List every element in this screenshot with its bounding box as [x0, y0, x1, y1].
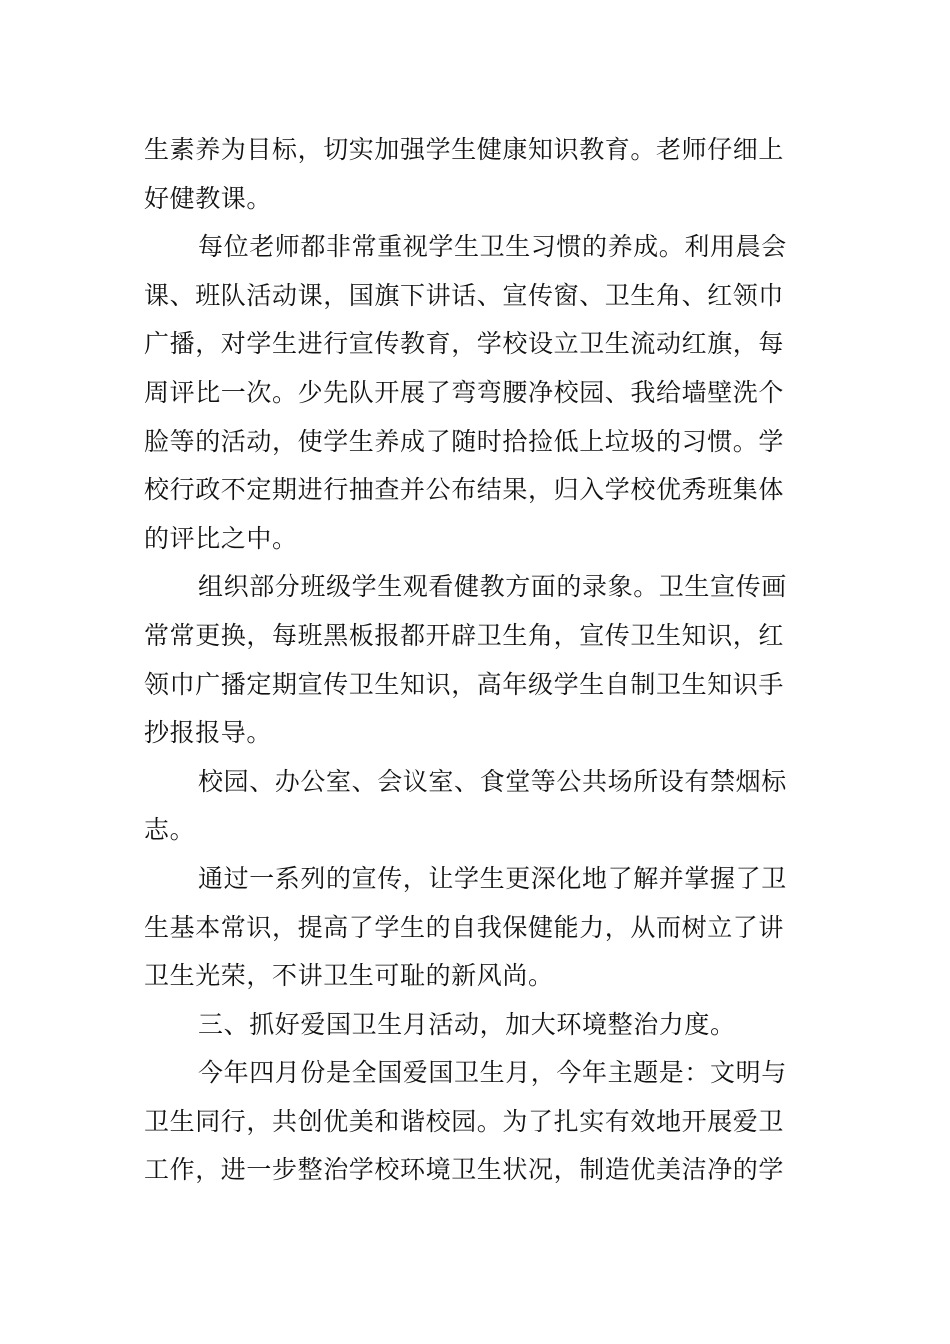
paragraph-first-line: 每位老师都非常重视学生卫生习惯的养成。利用晨会 [198, 232, 787, 262]
paragraph-first-line: 今年四月份是全国爱国卫生月，今年主题是：文明与 [198, 1058, 787, 1088]
text-line: 卫生同行，共创优美和谐校园。为了扎实有效地开展爱卫 [144, 1106, 785, 1136]
paragraph-first-line: 通过一系列的宣传，让学生更深化地了解并掌握了卫 [198, 863, 787, 893]
text-line: 常常更换，每班黑板报都开辟卫生角，宣传卫生知识，红 [144, 620, 785, 650]
text-line: 的评比之中。 [144, 523, 298, 553]
text-line: 脸等的活动，使学生养成了随时拾捡低上垃圾的习惯。学 [144, 426, 785, 456]
text-line: 领巾广播定期宣传卫生知识，高年级学生自制卫生知识手 [144, 669, 785, 699]
text-line: 卫生光荣，不讲卫生可耻的新风尚。 [144, 961, 554, 991]
text-line: 志。 [144, 815, 196, 845]
text-line: 广播，对学生进行宣传教育，学校设立卫生流动红旗，每 [144, 329, 785, 359]
document-page [144, 126, 808, 1195]
text-line: 好健教课。 [144, 183, 273, 213]
text-line: 工作，进一步整治学校环境卫生状况，制造优美洁净的学 [144, 1155, 785, 1185]
paragraph-first-line: 组织部分班级学生观看健教方面的录象。卫生宣传画 [198, 572, 787, 602]
text-line: 课、班队活动课，国旗下讲话、宣传窗、卫生角、红领巾 [144, 280, 785, 310]
text-line: 生素养为目标，切实加强学生健康知识教育。老师仔细上 [144, 135, 785, 164]
text-line: 校行政不定期进行抽查并公布结果，归入学校优秀班集体 [144, 475, 785, 505]
section-heading: 三、抓好爱国卫生月活动，加大环境整治力度。 [198, 1009, 736, 1039]
text-line: 周评比一次。少先队开展了弯弯腰净校园、我给墙壁洗个 [144, 377, 785, 407]
paragraph-first-line: 校园、办公室、会议室、食堂等公共场所设有禁烟标 [198, 766, 787, 796]
text-line: 生基本常识，提高了学生的自我保健能力，从而树立了讲 [144, 912, 785, 942]
text-line: 抄报报导。 [144, 718, 273, 748]
